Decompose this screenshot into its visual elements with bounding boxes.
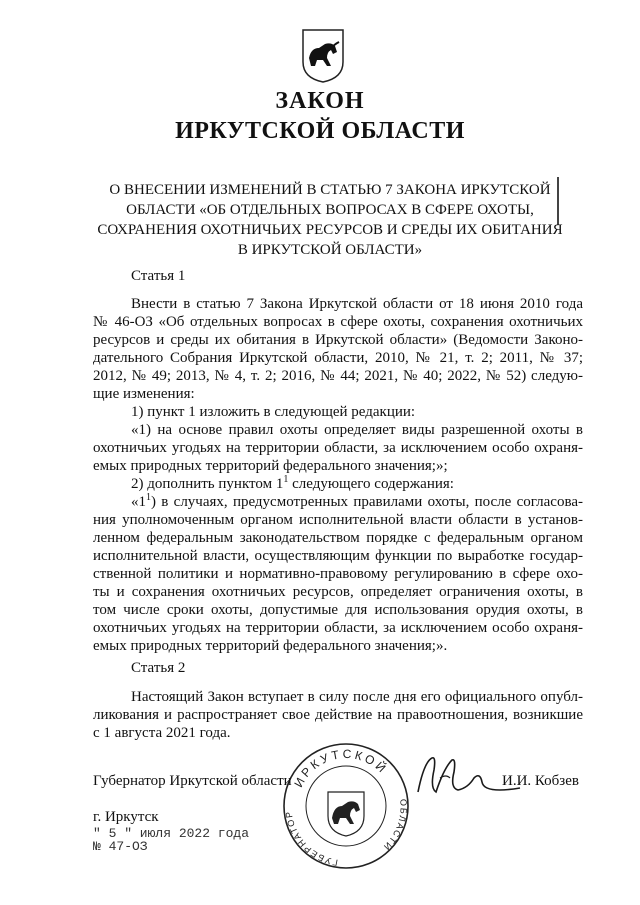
coat-of-arms-emblem xyxy=(301,28,345,84)
law-number: № 47-ОЗ xyxy=(93,839,148,854)
text-line: ственной политики и нормативно-правовому регулированию в сфере охо- xyxy=(93,566,583,582)
governor-seal xyxy=(280,740,412,872)
item2-suffix: следующего содержания: xyxy=(288,476,454,492)
item1-label: 1) пункт 1 изложить в следующей редакции: xyxy=(131,404,416,420)
article2-body xyxy=(93,688,583,742)
text-line: исполнительной власти, осуществляющим функции по выработке государ- xyxy=(93,548,583,564)
text-line: с 1 августа 2021 года. xyxy=(93,725,231,741)
governor-position: Губернатор Иркутской области xyxy=(93,773,292,789)
text-line: охотничьих угодьях на территории области, за исключением особо охраня- xyxy=(93,620,583,636)
item2-first-suffix: ) в случаях, предусмотренных правилами охоты, после согласова- xyxy=(151,494,583,510)
item2-first-prefix: «1 xyxy=(131,494,146,510)
article1-heading: Статья 1 xyxy=(131,268,186,284)
text-line: Внести в статью 7 Закона Иркутской области от 18 июня 2010 года xyxy=(131,296,583,312)
seal-right-text: ОБЛАСТИ xyxy=(380,798,409,853)
item2-first-sup: 1 xyxy=(146,492,151,503)
subtitle-line: СОХРАНЕНИЯ ОХОТНИЧЬИХ РЕСУРСОВ И СРЕДЫ ИХ ОБИТАНИЯ xyxy=(97,222,563,238)
signing-date: " 5 " июля 2022 года xyxy=(93,826,250,841)
item2-prefix: 2) дополнить пунктом 1 xyxy=(131,476,284,492)
seal-left-text: ГУБЕРНАТОР xyxy=(283,809,339,868)
law-subtitle xyxy=(60,180,600,260)
text-line: ния уполномоченным органом исполнительной власти области в установ- xyxy=(93,512,583,528)
signing-city: г. Иркутск xyxy=(93,809,159,825)
text-line: щие изменения: xyxy=(93,386,195,402)
text-line: дательного Собрания Иркутской области, 2010, № 21, т. 2; 2011, № 37; xyxy=(93,350,583,366)
law-title: ЗАКОН xyxy=(275,88,365,114)
article2-heading: Статья 2 xyxy=(131,660,186,676)
item2-label xyxy=(93,475,583,493)
subtitle-line: ОБЛАСТИ «ОБ ОТДЕЛЬНЫХ ВОПРОСАХ В СФЕРЕ ОХОТЫ, xyxy=(126,202,534,218)
text-line: охотничьих угодьях на территории области, за исключением особо охраня- xyxy=(93,440,583,456)
text-line: ликования и распространяет свое действие на правоотношения, возникшие xyxy=(93,707,583,723)
text-line: ресурсов и среды их обитания в Иркутской области» (Ведомости Законо- xyxy=(93,332,583,348)
seal-top-text: ИРКУТСКОЙ xyxy=(291,746,391,790)
text-line: «1) на основе правил охоты определяет виды разрешенной охоты в xyxy=(131,422,583,438)
text-line xyxy=(93,493,583,511)
text-line: емых природных территорий федерального значения;». xyxy=(93,638,448,654)
subtitle-line: О ВНЕСЕНИИ ИЗМЕНЕНИЙ В СТАТЬЮ 7 ЗАКОНА ИРКУТСКОЙ xyxy=(109,182,551,198)
text-line: Настоящий Закон вступает в силу после дня его официального опубл- xyxy=(131,689,583,705)
governor-name: И.И. Кобзев xyxy=(502,773,579,789)
item2-sup: 1 xyxy=(283,474,289,485)
region-title: ИРКУТСКОЙ ОБЛАСТИ xyxy=(175,118,465,144)
text-line: емых природных территорий федерального значения;»; xyxy=(93,458,448,474)
text-line: ленном федеральным законодательством порядке с федеральным органом xyxy=(93,530,583,546)
subtitle-line: В ИРКУТСКОЙ ОБЛАСТИ» xyxy=(237,242,423,258)
text-line: ты и сохранения охотничьих ресурсов, определяет ограничения охоты, в xyxy=(93,584,583,600)
text-line: 2012, № 49; 2013, № 4, т. 2; 2016, № 44; 2021, № 40; 2022, № 52) следую- xyxy=(93,368,583,384)
article1-body xyxy=(93,295,583,655)
text-line: № 46-ОЗ «Об отдельных вопросах в сфере охоты, сохранения охотничьих xyxy=(93,314,583,330)
text-line: том числе сроки охоты, допустимые для использования орудия охоты, в xyxy=(93,602,583,618)
